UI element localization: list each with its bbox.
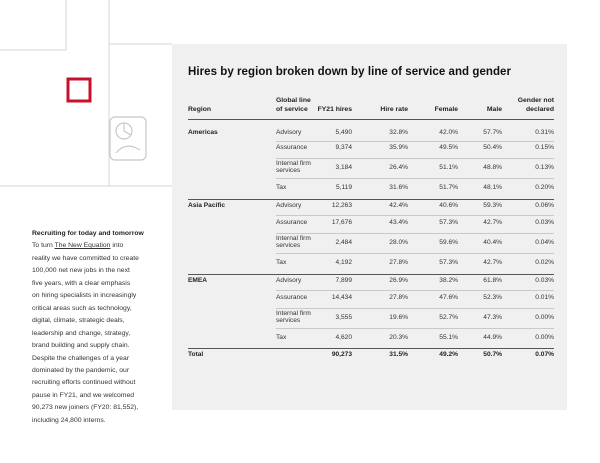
service-label: Tax <box>276 259 287 266</box>
cell-male: 48.8% <box>483 164 502 171</box>
total-rate: 31.5% <box>389 351 408 358</box>
service-label: Assurance <box>276 294 308 301</box>
cell-gnd: 0.06% <box>535 202 554 209</box>
cell-male: 48.1% <box>483 184 502 191</box>
cell-rate: 42.4% <box>389 202 408 209</box>
service-label: Tax <box>276 334 287 341</box>
cell-female: 40.6% <box>439 202 458 209</box>
cell-rate: 27.8% <box>389 294 408 301</box>
sidebar-line: pause in FY21, and we welcomed <box>32 391 135 399</box>
cell-male: 47.3% <box>483 314 502 321</box>
cell-female: 59.6% <box>439 239 458 246</box>
cell-gnd: 0.00% <box>535 314 554 321</box>
service-label: services <box>276 317 301 324</box>
row-rule <box>276 290 554 291</box>
sidebar-line: five years, with a clear emphasis <box>32 279 131 287</box>
cell-hires: 5,490 <box>335 129 352 136</box>
sidebar-line: recruiting efforts continued without <box>32 379 136 387</box>
header-gender-not-declared-1: Gender not <box>517 97 554 104</box>
cell-gnd: 0.00% <box>535 334 554 341</box>
cell-female: 57.3% <box>439 259 458 266</box>
row-rule <box>276 328 554 329</box>
accent-square <box>68 79 90 101</box>
cell-hires: 7,899 <box>335 277 352 284</box>
cell-rate: 28.0% <box>389 239 408 246</box>
row-rule <box>276 178 554 179</box>
sidebar-line: leadership and change, strategy, <box>32 329 131 337</box>
service-label: Assurance <box>276 219 308 226</box>
region-label: EMEA <box>188 277 208 284</box>
cell-gnd: 0.03% <box>535 219 554 226</box>
region-rule <box>188 199 554 200</box>
row-rule <box>276 233 554 234</box>
cell-gnd: 0.03% <box>535 277 554 284</box>
header-line-of-service-2: of service <box>276 106 308 113</box>
cell-rate: 35.9% <box>389 144 408 151</box>
row-rule <box>276 158 554 159</box>
sidebar-line: critical areas such as technology, <box>32 304 132 312</box>
header-region: Region <box>188 106 212 113</box>
cell-rate: 26.9% <box>389 277 408 284</box>
cell-gnd: 0.02% <box>535 259 554 266</box>
sidebar-line: including 24,800 interns. <box>32 416 106 424</box>
cell-female: 51.1% <box>439 164 458 171</box>
cell-hires: 17,676 <box>331 219 352 226</box>
cell-gnd: 0.20% <box>535 184 554 191</box>
sidebar-text <box>32 228 162 427</box>
cell-hires: 4,620 <box>335 334 352 341</box>
cell-male: 59.3% <box>483 202 502 209</box>
total-rule <box>188 348 554 349</box>
header-fy21-hires: FY21 hires <box>317 106 352 113</box>
cell-hires: 3,184 <box>335 164 352 171</box>
sidebar-line: dominated by the pandemic, our <box>32 366 130 374</box>
cell-male: 42.7% <box>483 219 502 226</box>
row-rule <box>276 141 554 142</box>
cell-gnd: 0.15% <box>535 144 554 151</box>
cell-rate: 32.8% <box>389 129 408 136</box>
cell-hires: 3,555 <box>335 314 352 321</box>
service-label: Advisory <box>276 202 302 209</box>
sidebar-line: 90,273 new joiners (FY20: 81,552), <box>32 404 139 412</box>
sidebar-body <box>32 253 162 427</box>
cell-female: 51.7% <box>439 184 458 191</box>
new-equation-link[interactable]: The New Equation <box>54 242 111 250</box>
cell-female: 49.5% <box>439 144 458 151</box>
cell-male: 42.7% <box>483 259 502 266</box>
region-label: Asia Pacific <box>188 202 226 209</box>
cell-rate: 20.3% <box>389 334 408 341</box>
cell-male: 44.9% <box>483 334 502 341</box>
service-label: Internal firm <box>276 235 311 242</box>
cell-hires: 12,263 <box>331 202 352 209</box>
service-label: services <box>276 167 301 174</box>
cell-rate: 27.8% <box>389 259 408 266</box>
total-male: 50.7% <box>483 351 502 358</box>
sidebar-line: reality we have committed to create <box>32 254 139 262</box>
header-line-of-service-1: Global line <box>276 97 311 104</box>
sidebar-line: brand building and supply chain. <box>32 342 130 350</box>
sidebar-line: digital, climate, strategic deals, <box>32 317 125 325</box>
total-gnd: 0.07% <box>535 351 554 358</box>
table-title: Hires by region broken down by line of service and gender <box>188 66 512 78</box>
total-label: Total <box>188 351 204 358</box>
row-rule <box>276 215 554 216</box>
header-rule <box>188 119 554 120</box>
total-female: 49.2% <box>439 351 458 358</box>
sidebar-intro-suffix: into <box>110 242 124 250</box>
cell-hires: 5,119 <box>335 184 352 191</box>
cell-female: 52.7% <box>439 314 458 321</box>
cell-hires: 2,484 <box>335 239 352 246</box>
service-label: Advisory <box>276 277 302 284</box>
header-male: Male <box>486 106 502 113</box>
sidebar-line: on hiring specialists in increasingly <box>32 292 137 300</box>
cell-male: 50.4% <box>483 144 502 151</box>
service-label: services <box>276 242 301 249</box>
region-rule <box>188 274 554 275</box>
cell-rate: 26.4% <box>389 164 408 171</box>
cell-female: 38.2% <box>439 277 458 284</box>
sidebar-intro-prefix: To turn <box>32 242 55 250</box>
chart-illustration-icon <box>110 117 146 160</box>
sidebar-intro-line <box>32 240 162 252</box>
total-hires: 90,273 <box>331 351 352 358</box>
header-female: Female <box>434 106 458 113</box>
header-hire-rate: Hire rate <box>380 106 408 113</box>
sidebar-line: Despite the challenges of a year <box>32 354 130 362</box>
cell-female: 47.6% <box>439 294 458 301</box>
row-rule <box>276 253 554 254</box>
cell-gnd: 0.13% <box>535 164 554 171</box>
cell-rate: 19.6% <box>389 314 408 321</box>
row-rule <box>276 308 554 309</box>
cell-gnd: 0.31% <box>535 129 554 136</box>
cell-male: 52.3% <box>483 294 502 301</box>
sidebar-heading: Recruiting for today and tomorrow <box>32 230 144 237</box>
cell-female: 57.3% <box>439 219 458 226</box>
service-label: Internal firm <box>276 160 311 167</box>
service-label: Internal firm <box>276 310 311 317</box>
cell-hires: 9,374 <box>335 144 352 151</box>
service-label: Assurance <box>276 144 308 151</box>
cell-female: 42.0% <box>439 129 458 136</box>
cell-male: 61.8% <box>483 277 502 284</box>
service-label: Tax <box>276 184 287 191</box>
cell-gnd: 0.04% <box>535 239 554 246</box>
sidebar-line: 100,000 net new jobs in the next <box>32 267 130 275</box>
service-label: Advisory <box>276 129 302 136</box>
cell-rate: 31.6% <box>389 184 408 191</box>
cell-hires: 14,434 <box>331 294 352 301</box>
cell-gnd: 0.01% <box>535 294 554 301</box>
cell-rate: 43.4% <box>389 219 408 226</box>
cell-female: 55.1% <box>439 334 458 341</box>
cell-male: 57.7% <box>483 129 502 136</box>
cell-hires: 4,192 <box>335 259 352 266</box>
cell-male: 40.4% <box>483 239 502 246</box>
header-gender-not-declared-2: declared <box>526 106 554 113</box>
region-label: Americas <box>188 129 218 136</box>
